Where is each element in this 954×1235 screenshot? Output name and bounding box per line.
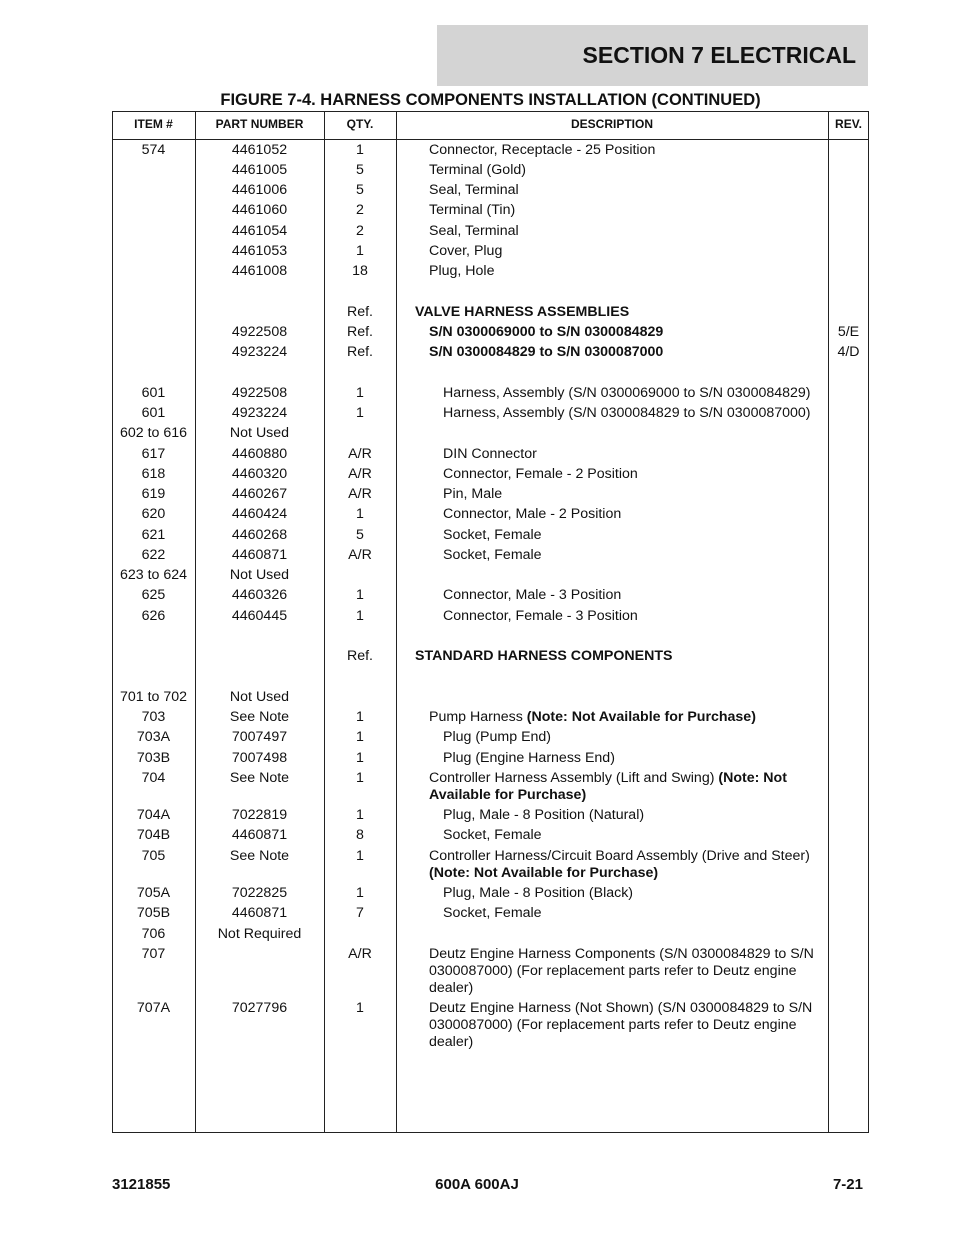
- item-number: 705: [141, 848, 166, 864]
- description: [443, 405, 843, 422]
- part-number: 7022825: [231, 885, 288, 901]
- description-text: Connector, Male - 3 Position: [443, 587, 622, 603]
- description: [429, 848, 829, 882]
- item-number: 601: [141, 405, 166, 421]
- description-text: Harness, Assembly (S/N 0300084829 to S/N 0300087000): [443, 405, 811, 421]
- description-text: Socket, Female: [443, 547, 542, 563]
- description: [443, 608, 843, 625]
- item-number: 574: [141, 142, 166, 158]
- description-text: Socket, Female: [443, 827, 542, 843]
- description: [443, 750, 843, 767]
- item-number: 704A: [136, 807, 171, 823]
- column-header-description: DESCRIPTION: [570, 117, 653, 131]
- quantity: Ref.: [346, 648, 374, 664]
- item-number: 618: [141, 466, 166, 482]
- item-number: 704B: [136, 827, 171, 843]
- description-text: Seal, Terminal: [429, 223, 519, 239]
- description-text: Plug (Engine Harness End): [443, 750, 615, 766]
- description-text: Controller Harness Assembly (Lift and Swing): [429, 770, 719, 786]
- quantity: 1: [356, 385, 364, 401]
- quantity: 1: [356, 807, 364, 823]
- description-text: S/N 0300084829 to S/N 0300087000: [429, 344, 664, 360]
- item-number: 601: [141, 385, 166, 401]
- part-number: 7007497: [231, 729, 288, 745]
- part-number: 4460871: [231, 905, 288, 921]
- part-number: 4923224: [231, 405, 288, 421]
- description-text: Connector, Female - 3 Position: [443, 608, 638, 624]
- item-number: 703B: [136, 750, 171, 766]
- description: [429, 162, 829, 179]
- description-text: DIN Connector: [443, 446, 537, 462]
- part-number: 7027796: [231, 1000, 288, 1016]
- part-number: 4461060: [231, 202, 288, 218]
- quantity: 5: [356, 182, 364, 198]
- description: [443, 827, 843, 844]
- description-text: S/N 0300069000 to S/N 0300084829: [429, 324, 664, 340]
- item-number: 703: [141, 709, 166, 725]
- section-header: [437, 25, 868, 86]
- part-number: 7022819: [231, 807, 288, 823]
- part-number: 4461052: [231, 142, 288, 158]
- description-text: Plug, Male - 8 Position (Black): [443, 885, 634, 901]
- description-text: Deutz Engine Harness (Not Shown) (S/N 0300084829 to S/N 0300087000) (For replacement parts refer to Deutz engine dealer): [429, 1000, 813, 1050]
- header-divider: [112, 139, 869, 140]
- part-number: 4461054: [231, 223, 288, 239]
- description: [443, 446, 843, 463]
- quantity: 1: [356, 885, 364, 901]
- description-note: (Note: Not Available for Purchase): [429, 865, 659, 881]
- footer-model: 600A 600AJ: [435, 1176, 519, 1193]
- item-number: 622: [141, 547, 166, 563]
- item-number: 602 to 616: [119, 425, 188, 441]
- part-number: Not Used: [229, 567, 290, 583]
- item-number: 705B: [136, 905, 171, 921]
- description-text: Socket, Female: [443, 905, 542, 921]
- part-number: See Note: [229, 848, 290, 864]
- description: [429, 202, 829, 219]
- quantity: 1: [356, 770, 364, 786]
- quantity: Ref.: [346, 304, 374, 320]
- description: [429, 142, 829, 159]
- part-number: 4460871: [231, 547, 288, 563]
- description-text: Plug, Hole: [429, 263, 495, 279]
- quantity: A/R: [348, 486, 372, 502]
- description: [443, 527, 843, 544]
- part-number: 4460320: [231, 466, 288, 482]
- quantity: A/R: [348, 547, 372, 563]
- description-text: Connector, Receptacle - 25 Position: [429, 142, 656, 158]
- column-header-rev: REV.: [835, 117, 862, 131]
- quantity: 5: [356, 162, 364, 178]
- quantity: 1: [356, 587, 364, 603]
- description-text: Connector, Male - 2 Position: [443, 506, 622, 522]
- quantity: 8: [356, 827, 364, 843]
- item-number: 704: [141, 770, 166, 786]
- description-text: Pump Harness: [429, 709, 527, 725]
- quantity: 1: [356, 729, 364, 745]
- description-text: Cover, Plug: [429, 243, 503, 259]
- description: [429, 182, 829, 199]
- part-number: Not Required: [217, 926, 302, 942]
- part-number: 4461006: [231, 182, 288, 198]
- quantity: 1: [356, 506, 364, 522]
- item-number: 707A: [136, 1000, 171, 1016]
- column-divider: [396, 111, 397, 1133]
- column-header-part-number: PART NUMBER: [215, 117, 304, 131]
- description: [443, 506, 843, 523]
- part-number: 4922508: [231, 385, 288, 401]
- item-number: 619: [141, 486, 166, 502]
- description: [443, 486, 843, 503]
- part-number: 4460326: [231, 587, 288, 603]
- description: [429, 243, 829, 260]
- quantity: 1: [356, 243, 364, 259]
- quantity: 1: [356, 750, 364, 766]
- description-note: (Note: Not Available for Purchase): [526, 709, 756, 725]
- quantity: 1: [356, 848, 364, 864]
- part-number: 4461005: [231, 162, 288, 178]
- description: [443, 587, 843, 604]
- quantity: 2: [356, 202, 364, 218]
- quantity: 7: [356, 905, 364, 921]
- description: [429, 344, 829, 361]
- quantity: 1: [356, 608, 364, 624]
- description-note: (Note: Not Available for Purchase): [429, 770, 787, 803]
- item-number: 623 to 624: [119, 567, 188, 583]
- description: [429, 1000, 824, 1051]
- quantity: 18: [352, 263, 368, 279]
- description: [429, 709, 829, 726]
- description-text: VALVE HARNESS ASSEMBLIES: [415, 304, 630, 320]
- description: [443, 905, 843, 922]
- description: [443, 807, 843, 824]
- footer-document-number: 3121855: [112, 1176, 171, 1193]
- description-text: Connector, Female - 2 Position: [443, 466, 638, 482]
- part-number: 4460880: [231, 446, 288, 462]
- quantity: Ref.: [346, 344, 374, 360]
- item-number: 617: [141, 446, 166, 462]
- description-text: Deutz Engine Harness Components (S/N 0300084829 to S/N 0300087000) (For replacement parts refer to Deutz engine dealer): [429, 946, 814, 996]
- part-number: 4922508: [231, 324, 288, 340]
- part-number: Not Used: [229, 689, 290, 705]
- description: [415, 304, 815, 321]
- revision: 4/D: [837, 344, 860, 360]
- column-header-qty: QTY.: [346, 117, 374, 131]
- description: [429, 223, 829, 240]
- part-number: See Note: [229, 770, 290, 786]
- description-text: Harness, Assembly (S/N 0300069000 to S/N 0300084829): [443, 385, 811, 401]
- quantity: A/R: [348, 946, 372, 962]
- item-number: 707: [141, 946, 166, 962]
- section-title: SECTION 7 ELECTRICAL: [582, 42, 856, 68]
- description: [443, 385, 843, 402]
- quantity: Ref.: [346, 324, 374, 340]
- quantity: A/R: [348, 466, 372, 482]
- part-number: 4460871: [231, 827, 288, 843]
- footer-page-number: 7-21: [832, 1176, 863, 1193]
- part-number: 4460268: [231, 527, 288, 543]
- item-number: 625: [141, 587, 166, 603]
- figure-title: FIGURE 7-4. HARNESS COMPONENTS INSTALLATION (CONTINUED): [220, 91, 761, 109]
- item-number: 706: [141, 926, 166, 942]
- description-text: Plug, Male - 8 Position (Natural): [443, 807, 645, 823]
- quantity: A/R: [348, 446, 372, 462]
- description: [429, 770, 829, 804]
- description: [443, 885, 843, 902]
- description: [443, 547, 843, 564]
- quantity: 1: [356, 142, 364, 158]
- description: [429, 263, 829, 280]
- description-text: Pin, Male: [443, 486, 503, 502]
- item-number: 626: [141, 608, 166, 624]
- quantity: 2: [356, 223, 364, 239]
- part-number: 4461053: [231, 243, 288, 259]
- part-number: 4461008: [231, 263, 288, 279]
- part-number: 4460267: [231, 486, 288, 502]
- description-text: Controller Harness/Circuit Board Assembly (Drive and Steer): [429, 848, 810, 864]
- quantity: 5: [356, 527, 364, 543]
- description: [429, 324, 829, 341]
- revision: 5/E: [837, 324, 860, 340]
- quantity: 1: [356, 709, 364, 725]
- quantity: 1: [356, 1000, 364, 1016]
- item-number: 705A: [136, 885, 171, 901]
- description-text: STANDARD HARNESS COMPONENTS: [415, 648, 673, 664]
- part-number: 4923224: [231, 344, 288, 360]
- part-number: Not Used: [229, 425, 290, 441]
- quantity: 1: [356, 405, 364, 421]
- description-text: Seal, Terminal: [429, 182, 519, 198]
- item-number: 620: [141, 506, 166, 522]
- item-number: 701 to 702: [119, 689, 188, 705]
- part-number: 4460424: [231, 506, 288, 522]
- description: [429, 946, 824, 997]
- description: [443, 466, 843, 483]
- column-header-item: ITEM #: [134, 117, 173, 131]
- item-number: 621: [141, 527, 166, 543]
- description-text: Plug (Pump End): [443, 729, 552, 745]
- description: [443, 729, 843, 746]
- part-number: See Note: [229, 709, 290, 725]
- description: [415, 648, 815, 665]
- part-number: 4460445: [231, 608, 288, 624]
- description-text: Terminal (Tin): [429, 202, 516, 218]
- part-number: 7007498: [231, 750, 288, 766]
- item-number: 703A: [136, 729, 171, 745]
- description-text: Terminal (Gold): [429, 162, 526, 178]
- description-text: Socket, Female: [443, 527, 542, 543]
